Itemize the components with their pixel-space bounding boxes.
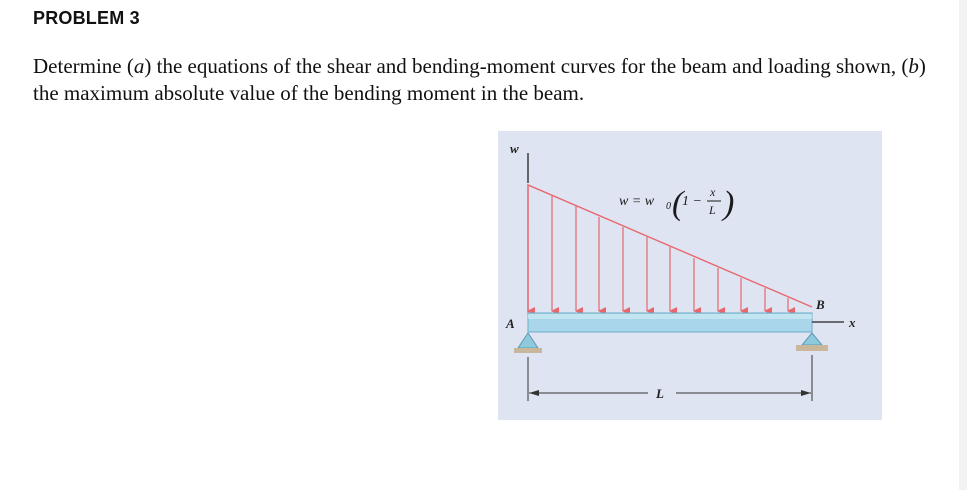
svg-text:): ) (723, 185, 735, 222)
load-eq-lhs: w = w (619, 194, 655, 209)
statement-part-3: ) the maximum absolute value of the bending moment in the beam. (33, 54, 926, 105)
problem-statement (33, 53, 933, 107)
length-dimension (528, 355, 812, 401)
part-b-label: b (908, 54, 919, 78)
load-eq-numerator: x (710, 185, 716, 199)
beam-diagram (498, 131, 882, 420)
load-eq-one-minus: 1 − (682, 194, 702, 209)
label-b: B (816, 297, 825, 312)
label-a: A (506, 316, 515, 331)
statement-part-1: Determine ( (33, 54, 134, 78)
pin-support-a (514, 333, 542, 353)
statement-part-2: ) the equations of the shear and bending-moment curves for the beam and loading shown, ( (144, 54, 909, 78)
part-a-label: a (133, 54, 145, 78)
length-label: L (656, 386, 664, 401)
load-eq-subscript: 0 (666, 201, 671, 212)
x-axis-label: x (849, 315, 856, 330)
load-eq-denominator: L (709, 203, 716, 217)
beam-figure (498, 131, 882, 420)
problem-heading: PROBLEM 3 (33, 8, 140, 28)
load-equation (619, 185, 734, 222)
support-b (796, 333, 828, 351)
page-edge (959, 0, 967, 490)
svg-text:(: ( (672, 185, 684, 222)
w-axis-label: w (510, 141, 519, 156)
load-arrows (528, 186, 788, 311)
